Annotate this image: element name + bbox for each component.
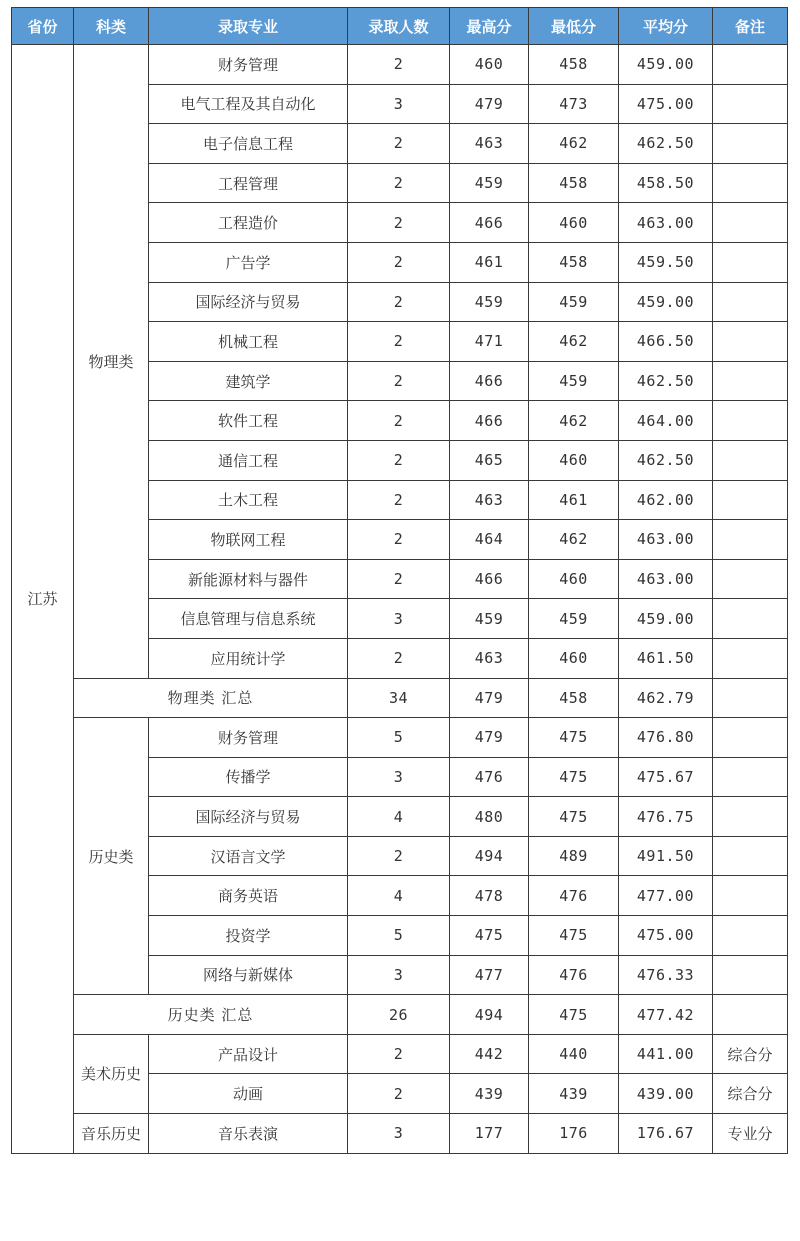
max-score-cell: 466 bbox=[450, 361, 529, 401]
avg-score-cell: 463.00 bbox=[619, 520, 713, 560]
header-note: 备注 bbox=[713, 8, 788, 45]
max-score-cell: 459 bbox=[450, 282, 529, 322]
max-score-cell: 442 bbox=[450, 1034, 529, 1074]
note-cell bbox=[713, 599, 788, 639]
table-row bbox=[12, 1034, 788, 1074]
count-cell: 2 bbox=[348, 124, 450, 164]
max-score-cell: 494 bbox=[450, 836, 529, 876]
max-score-cell: 463 bbox=[450, 124, 529, 164]
header-row bbox=[12, 8, 788, 45]
note-cell bbox=[713, 836, 788, 876]
max-score-cell: 459 bbox=[450, 163, 529, 203]
avg-score-cell: 461.50 bbox=[619, 638, 713, 678]
summary-max: 479 bbox=[450, 678, 529, 718]
table-row bbox=[12, 718, 788, 758]
avg-score-cell: 491.50 bbox=[619, 836, 713, 876]
note-cell: 专业分 bbox=[713, 1114, 788, 1154]
summary-label: 物理类 汇总 bbox=[74, 678, 348, 718]
major-cell: 电子信息工程 bbox=[149, 124, 348, 164]
major-cell: 国际经济与贸易 bbox=[149, 282, 348, 322]
max-score-cell: 439 bbox=[450, 1074, 529, 1114]
avg-score-cell: 458.50 bbox=[619, 163, 713, 203]
note-cell bbox=[713, 84, 788, 124]
min-score-cell: 460 bbox=[529, 203, 619, 243]
header-major: 录取专业 bbox=[149, 8, 348, 45]
max-score-cell: 479 bbox=[450, 84, 529, 124]
avg-score-cell: 459.00 bbox=[619, 599, 713, 639]
province-cell: 江苏 bbox=[12, 45, 74, 1154]
avg-score-cell: 476.33 bbox=[619, 955, 713, 995]
min-score-cell: 460 bbox=[529, 440, 619, 480]
major-cell: 电气工程及其自动化 bbox=[149, 84, 348, 124]
count-cell: 2 bbox=[348, 836, 450, 876]
min-score-cell: 458 bbox=[529, 163, 619, 203]
note-cell: 综合分 bbox=[713, 1034, 788, 1074]
table-header bbox=[12, 8, 788, 45]
major-cell: 传播学 bbox=[149, 757, 348, 797]
min-score-cell: 475 bbox=[529, 757, 619, 797]
summary-note bbox=[713, 995, 788, 1035]
max-score-cell: 478 bbox=[450, 876, 529, 916]
note-cell bbox=[713, 638, 788, 678]
summary-avg: 477.42 bbox=[619, 995, 713, 1035]
avg-score-cell: 462.50 bbox=[619, 124, 713, 164]
avg-score-cell: 475.00 bbox=[619, 84, 713, 124]
note-cell bbox=[713, 757, 788, 797]
min-score-cell: 459 bbox=[529, 361, 619, 401]
table-row bbox=[12, 45, 788, 85]
note-cell bbox=[713, 163, 788, 203]
count-cell: 2 bbox=[348, 1074, 450, 1114]
header-count: 录取人数 bbox=[348, 8, 450, 45]
note-cell bbox=[713, 480, 788, 520]
avg-score-cell: 462.50 bbox=[619, 440, 713, 480]
note-cell bbox=[713, 124, 788, 164]
max-score-cell: 480 bbox=[450, 797, 529, 837]
major-cell: 土木工程 bbox=[149, 480, 348, 520]
avg-score-cell: 439.00 bbox=[619, 1074, 713, 1114]
major-cell: 建筑学 bbox=[149, 361, 348, 401]
major-cell: 信息管理与信息系统 bbox=[149, 599, 348, 639]
major-cell: 网络与新媒体 bbox=[149, 955, 348, 995]
note-cell bbox=[713, 718, 788, 758]
count-cell: 3 bbox=[348, 955, 450, 995]
major-cell: 产品设计 bbox=[149, 1034, 348, 1074]
max-score-cell: 465 bbox=[450, 440, 529, 480]
max-score-cell: 466 bbox=[450, 559, 529, 599]
avg-score-cell: 459.00 bbox=[619, 282, 713, 322]
count-cell: 2 bbox=[348, 1034, 450, 1074]
max-score-cell: 463 bbox=[450, 638, 529, 678]
category-cell: 物理类 bbox=[74, 45, 149, 679]
header-max-score: 最高分 bbox=[450, 8, 529, 45]
min-score-cell: 439 bbox=[529, 1074, 619, 1114]
summary-min: 475 bbox=[529, 995, 619, 1035]
note-cell bbox=[713, 282, 788, 322]
header-province: 省份 bbox=[12, 8, 74, 45]
min-score-cell: 489 bbox=[529, 836, 619, 876]
avg-score-cell: 477.00 bbox=[619, 876, 713, 916]
max-score-cell: 461 bbox=[450, 242, 529, 282]
note-cell bbox=[713, 559, 788, 599]
major-cell: 音乐表演 bbox=[149, 1114, 348, 1154]
count-cell: 2 bbox=[348, 203, 450, 243]
note-cell bbox=[713, 203, 788, 243]
count-cell: 3 bbox=[348, 84, 450, 124]
count-cell: 2 bbox=[348, 559, 450, 599]
min-score-cell: 458 bbox=[529, 242, 619, 282]
avg-score-cell: 441.00 bbox=[619, 1034, 713, 1074]
count-cell: 3 bbox=[348, 599, 450, 639]
min-score-cell: 176 bbox=[529, 1114, 619, 1154]
avg-score-cell: 476.75 bbox=[619, 797, 713, 837]
count-cell: 2 bbox=[348, 242, 450, 282]
header-category: 科类 bbox=[74, 8, 149, 45]
min-score-cell: 461 bbox=[529, 480, 619, 520]
category-cell: 音乐历史 bbox=[74, 1114, 149, 1154]
table-body bbox=[12, 45, 788, 1154]
max-score-cell: 466 bbox=[450, 203, 529, 243]
summary-min: 458 bbox=[529, 678, 619, 718]
min-score-cell: 462 bbox=[529, 322, 619, 362]
min-score-cell: 459 bbox=[529, 599, 619, 639]
summary-note bbox=[713, 678, 788, 718]
avg-score-cell: 459.50 bbox=[619, 242, 713, 282]
max-score-cell: 476 bbox=[450, 757, 529, 797]
min-score-cell: 462 bbox=[529, 520, 619, 560]
count-cell: 3 bbox=[348, 1114, 450, 1154]
major-cell: 工程造价 bbox=[149, 203, 348, 243]
major-cell: 财务管理 bbox=[149, 45, 348, 85]
avg-score-cell: 463.00 bbox=[619, 203, 713, 243]
major-cell: 广告学 bbox=[149, 242, 348, 282]
count-cell: 2 bbox=[348, 638, 450, 678]
avg-score-cell: 475.67 bbox=[619, 757, 713, 797]
note-cell bbox=[713, 876, 788, 916]
avg-score-cell: 464.00 bbox=[619, 401, 713, 441]
max-score-cell: 475 bbox=[450, 916, 529, 956]
max-score-cell: 459 bbox=[450, 599, 529, 639]
min-score-cell: 459 bbox=[529, 282, 619, 322]
count-cell: 5 bbox=[348, 718, 450, 758]
count-cell: 2 bbox=[348, 282, 450, 322]
note-cell bbox=[713, 797, 788, 837]
major-cell: 汉语言文学 bbox=[149, 836, 348, 876]
max-score-cell: 471 bbox=[450, 322, 529, 362]
avg-score-cell: 476.80 bbox=[619, 718, 713, 758]
max-score-cell: 479 bbox=[450, 718, 529, 758]
max-score-cell: 466 bbox=[450, 401, 529, 441]
min-score-cell: 440 bbox=[529, 1034, 619, 1074]
admission-table bbox=[11, 7, 788, 1154]
min-score-cell: 460 bbox=[529, 638, 619, 678]
min-score-cell: 473 bbox=[529, 84, 619, 124]
avg-score-cell: 462.00 bbox=[619, 480, 713, 520]
min-score-cell: 476 bbox=[529, 955, 619, 995]
major-cell: 新能源材料与器件 bbox=[149, 559, 348, 599]
major-cell: 投资学 bbox=[149, 916, 348, 956]
min-score-cell: 458 bbox=[529, 45, 619, 85]
max-score-cell: 177 bbox=[450, 1114, 529, 1154]
major-cell: 机械工程 bbox=[149, 322, 348, 362]
count-cell: 2 bbox=[348, 163, 450, 203]
min-score-cell: 462 bbox=[529, 401, 619, 441]
min-score-cell: 460 bbox=[529, 559, 619, 599]
note-cell: 综合分 bbox=[713, 1074, 788, 1114]
count-cell: 2 bbox=[348, 361, 450, 401]
avg-score-cell: 475.00 bbox=[619, 916, 713, 956]
major-cell: 动画 bbox=[149, 1074, 348, 1114]
count-cell: 2 bbox=[348, 520, 450, 560]
count-cell: 4 bbox=[348, 797, 450, 837]
major-cell: 财务管理 bbox=[149, 718, 348, 758]
avg-score-cell: 463.00 bbox=[619, 559, 713, 599]
count-cell: 2 bbox=[348, 480, 450, 520]
summary-avg: 462.79 bbox=[619, 678, 713, 718]
max-score-cell: 460 bbox=[450, 45, 529, 85]
max-score-cell: 477 bbox=[450, 955, 529, 995]
header-min-score: 最低分 bbox=[529, 8, 619, 45]
header-avg-score: 平均分 bbox=[619, 8, 713, 45]
note-cell bbox=[713, 322, 788, 362]
summary-count: 26 bbox=[348, 995, 450, 1035]
avg-score-cell: 176.67 bbox=[619, 1114, 713, 1154]
min-score-cell: 475 bbox=[529, 916, 619, 956]
table-row bbox=[12, 1114, 788, 1154]
count-cell: 2 bbox=[348, 45, 450, 85]
count-cell: 2 bbox=[348, 440, 450, 480]
count-cell: 2 bbox=[348, 401, 450, 441]
summary-count: 34 bbox=[348, 678, 450, 718]
category-cell: 美术历史 bbox=[74, 1034, 149, 1113]
count-cell: 2 bbox=[348, 322, 450, 362]
major-cell: 商务英语 bbox=[149, 876, 348, 916]
min-score-cell: 475 bbox=[529, 797, 619, 837]
summary-row bbox=[12, 995, 788, 1035]
avg-score-cell: 462.50 bbox=[619, 361, 713, 401]
major-cell: 物联网工程 bbox=[149, 520, 348, 560]
note-cell bbox=[713, 242, 788, 282]
min-score-cell: 462 bbox=[529, 124, 619, 164]
note-cell bbox=[713, 955, 788, 995]
avg-score-cell: 459.00 bbox=[619, 45, 713, 85]
note-cell bbox=[713, 520, 788, 560]
min-score-cell: 475 bbox=[529, 718, 619, 758]
major-cell: 应用统计学 bbox=[149, 638, 348, 678]
major-cell: 国际经济与贸易 bbox=[149, 797, 348, 837]
note-cell bbox=[713, 361, 788, 401]
max-score-cell: 463 bbox=[450, 480, 529, 520]
avg-score-cell: 466.50 bbox=[619, 322, 713, 362]
major-cell: 软件工程 bbox=[149, 401, 348, 441]
min-score-cell: 476 bbox=[529, 876, 619, 916]
count-cell: 3 bbox=[348, 757, 450, 797]
note-cell bbox=[713, 916, 788, 956]
summary-max: 494 bbox=[450, 995, 529, 1035]
category-cell: 历史类 bbox=[74, 718, 149, 995]
note-cell bbox=[713, 45, 788, 85]
count-cell: 4 bbox=[348, 876, 450, 916]
major-cell: 工程管理 bbox=[149, 163, 348, 203]
count-cell: 5 bbox=[348, 916, 450, 956]
summary-row bbox=[12, 678, 788, 718]
note-cell bbox=[713, 440, 788, 480]
max-score-cell: 464 bbox=[450, 520, 529, 560]
summary-label: 历史类 汇总 bbox=[74, 995, 348, 1035]
major-cell: 通信工程 bbox=[149, 440, 348, 480]
note-cell bbox=[713, 401, 788, 441]
